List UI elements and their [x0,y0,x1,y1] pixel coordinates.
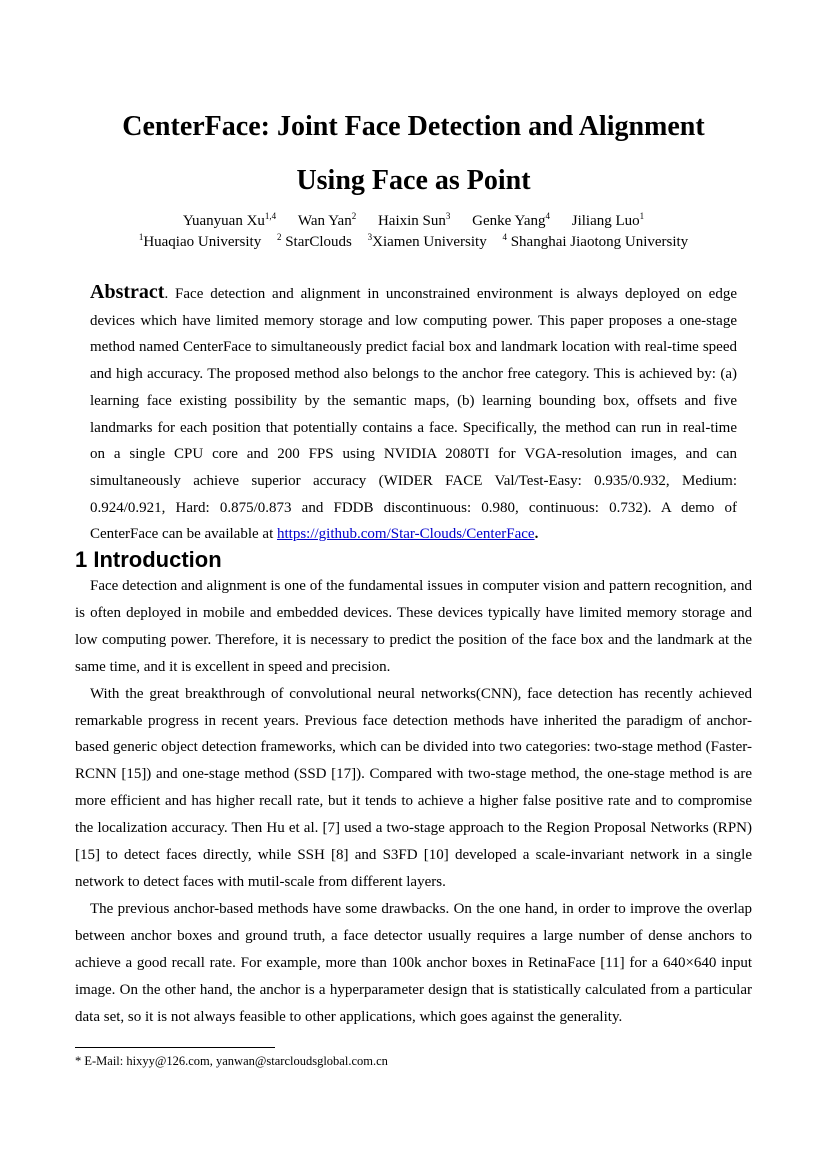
section-title: 1 Introduction [75,547,222,572]
paragraph: With the great breakthrough of convolutional neural networks(CNN), face detection has recently achieved remarkable progress in recent years. Previous face detection methods have inherited the paradigm of anchor-based generic object detection frameworks, which can be divided into two categories: two-stage method (Faster-RCNN [15]) and one-stage method (SSD [17]). Compared with two-stage method, the one-stage method is are more efficient and has higher recall rate, but it tends to achieve a higher false positive rate and to compromise the localization accuracy. Then Hu et al. [7] used a two-stage approach to the Region Proposal Networks (RPN) [15] to detect faces directly, while SSH [8] and S3FD [10] developed a scale-invariant network in a single network to detect faces with mutil-scale from different layers. [75,685,752,890]
paper-title [0,100,827,208]
paragraph: Face detection and alignment is one of the fundamental issues in computer vision and pattern recognition, and is often deployed in mobile and embedded devices. These devices typically have limited memory storage and low computing power. Therefore, it is necessary to predict the position of the face box and the landmark at the same time, and it is excellent in speed and precision. [75,578,752,675]
title-line-2: Using Face as Point [296,165,531,196]
title-line-1: CenterFace: Joint Face Detection and Alignment [122,111,705,142]
abstract-text: . Face detection and alignment in unconstrained environment is always deployed on edge devices which have limited memory storage and low computing power. This paper proposes a one-stage method named CenterFace to simultaneously predict facial box and landmark location with real-time speed and high accuracy. The proposed method also belongs to the anchor free category. This is achieved by: (a) learning face existing possibility by the semantic maps, (b) learning bounding box, offsets and five landmarks for each position that potentially contains a face. Specifically, the method can run in real-time on a single CPU core and 200 FPS using NVIDIA 2080TI for VGA-resolution images, and can simultaneously achieve superior accuracy (WIDER FACE Val/Test-Easy: 0.935/0.932, Medium: 0.924/0.921, Hard: 0.875/0.873 and FDDB discontinuous: 0.980, continuous: 0.732). A demo of CenterFace can be available at [90,286,737,543]
affiliation-list [0,232,827,252]
author: Yuanyuan Xu$^{1,4}$ [182,211,277,229]
footnote: * E-Mail: hixyy@126.com, yanwan@starcloudsglobal.com.cn [75,1054,388,1068]
author: Wan Yan$^2$ [297,211,357,229]
affiliation: $^4$ Shanghai Jiaotong University [502,232,689,250]
github-link[interactable]: https://github.com/Star-Clouds/CenterFace [276,526,535,543]
affiliation: $^1$Huaqiao University [138,232,262,250]
introduction-body [75,573,752,1030]
author: Genke Yang$^4$ [472,211,550,229]
author: Jiliang Luo$^1$ [571,211,645,229]
author-list [0,211,827,231]
affiliation: $^2$ StarClouds [276,232,352,250]
abstract [90,279,737,548]
paragraph: The previous anchor-based methods have some drawbacks. On the one hand, in order to improve the overlap between anchor boxes and ground truth, a face detector usually requires a large number of dense anchors to achieve a good recall rate. For example, more than 100k anchor boxes in RetinaFace [11] for a 640×640 input image. On the other hand, the anchor is a hyperparameter design that is statistically calculated from a particular data set, so it is not always feasible to other applications, which goes against the generality. [75,900,752,1025]
affiliation: $^3$Xiamen University [367,232,487,250]
abstract-end: . [534,526,539,543]
abstract-heading: Abstract [90,281,165,303]
author: Haixin Sun$^3$ [377,211,451,229]
footnote-rule [75,1047,275,1048]
